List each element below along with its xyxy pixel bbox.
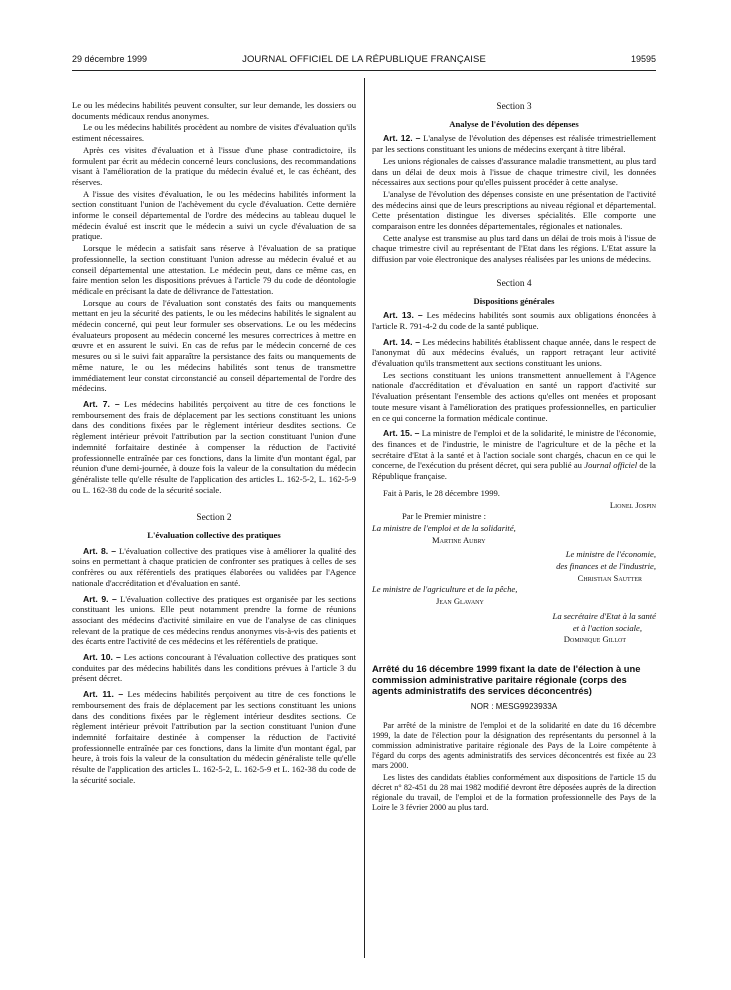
- article-12: [372, 133, 656, 154]
- paragraph: Les sections constituant les unions transmettent annuellement à l'Agence nationale d'accréditation et d'évaluation en santé un rapport d'activité sur l'évaluation présentant l'ensemble des actions qu'elles ont menées et proposant toute mesure visant à l'amélioration des pratiques professionnelles, en particulier en ce qui concerne la formation médicale continue.: [372, 369, 656, 423]
- left-column: [72, 100, 356, 786]
- minister-title: Le ministre de l'économie,: [565, 549, 656, 560]
- paragraph: L'analyse de l'évolution des dépenses consiste en une présentation de l'activité des médecins ainsi que de leurs prescriptions au niveau régional et départemental. Cette présentation distingue les diverses spécialités. Elle comporte une comparaison entre les données départementales, régionales et nationales.: [372, 188, 656, 232]
- article-text: L'analyse de l'évolution des dépenses est réalisée trimestriellement par les sections constituant les unions de médecins exerçant à titre libéral.: [372, 133, 656, 155]
- article-9: [72, 594, 356, 648]
- paragraph: Les unions régionales de caisses d'assurance maladie transmettent, au plus tard dans un délai de deux mois à l'issue de chaque trimestre civil, les données nécessaires aux sections pour qu'elles puissent procéder à cette analyse.: [372, 155, 656, 188]
- article-text: Les médecins habilités établissent chaque année, dans le respect de l'anonymat dû aux médecins évalués, un rapport retraçant leur activité d'évaluation qu'ils transmettent aux sections constituant les unions.: [372, 336, 656, 369]
- minister-title: La secrétaire d'Etat à la santé: [552, 610, 656, 621]
- header-rule: [72, 70, 656, 71]
- signature-date: Fait à Paris, le 28 décembre 1999.: [383, 487, 500, 498]
- journal-officiel-ref: Journal officiel: [584, 460, 638, 471]
- header-journal-title: JOURNAL OFFICIEL DE LA RÉPUBLIQUE FRANÇAISE: [242, 54, 486, 65]
- section-title: Dispositions générales: [473, 295, 555, 306]
- article-text: Les médecins habilités sont soumis aux obligations énoncées à l'article R. 791-4-2 du code de la santé publique.: [372, 310, 656, 331]
- page-header: [72, 54, 656, 70]
- article-label: Art. 14. –: [383, 336, 420, 347]
- article-label: Art. 7. –: [83, 398, 120, 409]
- header-date: 29 décembre 1999: [72, 54, 148, 64]
- article-label: Art. 11. –: [83, 689, 124, 700]
- paragraph: Le ou les médecins habilités procèdent au nombre de visites d'évaluation qu'ils estiment nécessaires.: [72, 122, 356, 144]
- article-label: Art. 9. –: [83, 593, 117, 604]
- article-14: [372, 337, 656, 369]
- minister-name: Christian Sautter: [577, 572, 642, 583]
- article-text: Les médecins habilités perçoivent au titre de ces fonctions le remboursement des frais de déplacement par les sections constituant les unions dans des conditions fixées par le règlement intérieur desdites sections. Ce règlement intérieur prévoit l'attribution par la section constituant l'union d'une indemnité forfaitaire destinée à compenser la réduction de l'activité professionnelle entraînée par ces fonctions, dans la limite d'un montant égal, par heure, à trois fois la valeur de la consultation du médecin généraliste telle qu'elle résulte de l'application des articles L. 162-5-2, L. 162-5-9 et L. 162-38 du code de la sécurité sociale.: [72, 689, 357, 785]
- right-column: [372, 96, 656, 814]
- article-label: Art. 12. –: [383, 133, 421, 144]
- paragraph: Lorsque le médecin a satisfait sans réserve à l'évaluation de sa pratique professionnelle, la section constituant l'union adresse au médecin évalué et au conseil départemental une attestation. Le médecin peut, dans ce même cas, en faire mention selon les dispositions prévues à l'article 79 du code de déontologie médicale en précisant la date de délivrance de l'attestation.: [72, 243, 356, 296]
- signatory-pm: Lionel Jospin: [609, 499, 656, 510]
- section-heading: Section 3: [496, 102, 532, 112]
- paragraph: Cette analyse est transmise au plus tard dans un délai de trois mois à l'issue de chaque trimestre civil au représentant de l'Etat dans les régions. L'Etat assure la diffusion par voie électronique des analyses réalisées par les unions de médecins.: [372, 232, 656, 265]
- article-text: Les actions concourant à l'évaluation collective des pratiques sont conduites par des médecins habilités dans les conditions prévues à l'article 3 du présent décret.: [72, 652, 356, 684]
- section-heading: Section 2: [196, 513, 232, 524]
- minister-title: Le ministre de l'agriculture et de la pêche,: [372, 584, 518, 595]
- article-text: Les médecins habilités perçoivent au titre de ces fonctions le remboursement des frais de déplacement par les sections constituant les unions dans des conditions fixées par le règlement intérieur desdites sections. Ce règlement intérieur prévoit l'attribution par la section constituant l'union d'une indemnité forfaitaire destinée à compenser la réduction de l'activité professionnelle entraînée par ces fonctions, dans la limite d'un montant égal, par réunion d'une demi-journée, à douze fois la valeur de la consultation du médecin généraliste telle qu'elle résulte de l'application des articles L. 162-5-2, L. 162-5-9 ou L. 162-38 du code de la sécurité sociale.: [72, 398, 356, 495]
- section-title: Analyse de l'évolution des dépenses: [449, 118, 579, 129]
- article-15: [372, 428, 656, 482]
- article-label: Art. 15. –: [383, 428, 420, 439]
- minister-title: des finances et de l'industrie,: [556, 561, 656, 572]
- minister-name: Jean Glavany: [436, 596, 484, 607]
- column-divider: [364, 78, 365, 958]
- minister-title: La ministre de l'emploi et de la solidarité,: [372, 522, 516, 533]
- article-label: Art. 8. –: [83, 545, 117, 556]
- article-label: Art. 10. –: [83, 652, 121, 663]
- article-text: La ministre de l'emploi et de la solidarité, le ministre de l'économie, des finances et de l'industrie, le ministre de l'agriculture et de la pêche et la secrétaire d'Etat à la santé et à l'action sociale sont chargés, chacun en ce qui le concerne, de l'exécution du présent décret, qui sera publié au: [372, 428, 656, 471]
- header-page-number: 19595: [630, 54, 656, 64]
- section-title: L'évaluation collective des pratiques: [147, 530, 281, 541]
- paragraph: Le ou les médecins habilités peuvent consulter, sur leur demande, les dossiers ou documents médicaux rendus anonymes.: [72, 100, 356, 121]
- section-heading: Section 4: [496, 278, 532, 289]
- minister-name: Martine Aubry: [432, 534, 486, 545]
- article-13: [372, 310, 656, 331]
- article-11: [72, 689, 356, 785]
- paragraph: A l'issue des visites d'évaluation, le ou les médecins habilités informent la section constituant l'union de l'achèvement du cycle d'évaluation. Cette dernière informe le conseil départemental de l'ordre des médecins au tableau duquel le médecin évalué est inscrit que le médecin a suivi un cycle d'évaluation de sa pratique.: [72, 188, 356, 242]
- article-label: Art. 13. –: [383, 310, 423, 321]
- article-text-end: de la République française.: [372, 460, 656, 482]
- signature-intro: Par le Premier ministre :: [402, 511, 487, 522]
- nor-reference: NOR : MESG9923933A: [470, 701, 558, 711]
- arrete-title: Arrêté du 16 décembre 1999 fixant la date de l'élection à une commission administrative paritaire régionale (corps des agents administratifs des services déconcentrés): [372, 662, 641, 696]
- article-text: L'évaluation collective des pratiques vise à améliorer la qualité des soins en permettant à chaque praticien de confronter ses pratiques à celles de ses confrères ou aux référentiels des pratiques élaborées ou validées par l'Agence nationale d'accréditation et d'évaluation en santé.: [72, 545, 356, 588]
- paragraph: Les listes des candidats établies conformément aux dispositions de l'article 15 du décret n° 82-451 du 28 mai 1982 modifié devront être déposées auprès de la direction régionale du travail, de l'emploi et de la formation professionnelle des Pays de la Loire le 3 février 2000 au plus tard.: [372, 772, 656, 813]
- paragraph: Lorsque au cours de l'évaluation sont constatés des faits ou manquements mettant en jeu la sécurité des patients, le ou les médecins habilités le signalent au médecin concerné, qui peut leur formuler ses observations. Le ou les médecins évaluateurs proposent au médecin concerné les mesures correctrices à mettre en œuvre et en assurent le suivi. En cas de refus par le médecin concerné de ces mesures ou si le suivi fait apparaître la persistance des faits ou manquements de même nature, le ou les médecins habilités sont tenus de transmettre immédiatement leur constat circonstancié au conseil départemental de l'ordre des médecins.: [72, 297, 356, 394]
- paragraph: Par arrêté de la ministre de l'emploi et de la solidarité en date du 16 décembre 1999, la date de l'élection pour la désignation des représentants du personnel à la commission administrative paritaire régionale des Pays de la Loire compétente à l'égard du corps des agents administratifs des services déconcentrés est fixée au 23 mars 2000.: [372, 720, 656, 771]
- article-text: L'évaluation collective des pratiques est organisée par les sections constituant les unions. Elle peut notamment prendre la forme de réunions associant des médecins d'activité similaire en vue de l'analyse de cas cliniques relevant de la pratique de ces médecins rendus anonymes vis-à-vis des patients et des écarts entre l'activité de ces médecins et les référentiels de pratique.: [72, 593, 356, 647]
- minister-name: Dominique Gillot: [563, 634, 626, 645]
- article-10: [72, 652, 356, 684]
- minister-title: et à l'action sociale,: [572, 622, 642, 633]
- article-8: [72, 546, 356, 589]
- paragraph: Après ces visites d'évaluation et à l'issue d'une phase contradictoire, ils formulent par écrit au médecin concerné leurs conclusions, des recommandations visant à l'amélioration de la pratique du médecin évalué et, le cas échéant, des réserves.: [72, 144, 356, 187]
- article-7: [72, 399, 356, 495]
